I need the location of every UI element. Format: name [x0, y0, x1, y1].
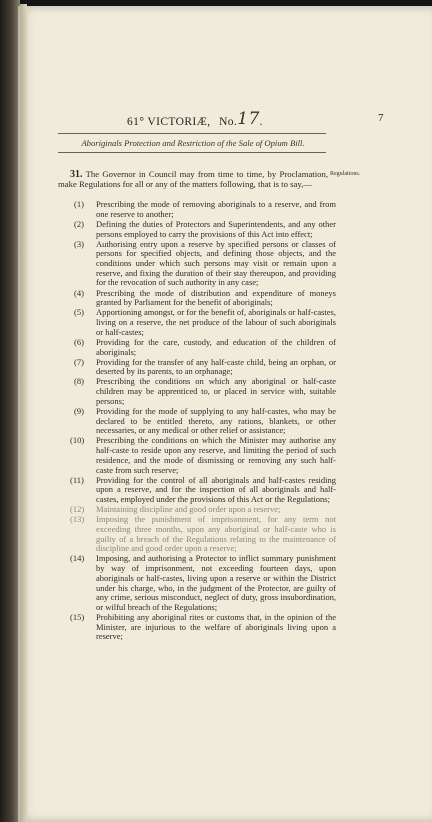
list-item [58, 377, 336, 406]
item-label: (11) [70, 474, 84, 485]
item-text: Defining the duties of Protectors and Superintendents, and any other persons employed to carry the provisions of this Act into effect; [96, 218, 336, 239]
list-item [58, 436, 336, 475]
list-item [58, 515, 336, 554]
section-number: 31. [70, 169, 83, 180]
item-text: Apportioning amongst, or for the benefit of, aboriginals or half-castes, living on a reserve, the net produce of the labour of such aboriginals or half-castes; [96, 307, 336, 337]
item-text: Prescribing the conditions on which any aboriginal or half-caste children may be apprenticed to, or placed in service with, suitable persons; [96, 376, 336, 406]
item-text: Prohibiting any aboriginal rites or customs that, in the opinion of the Minister, are injurious to the welfare of aboriginals living upon a reserve; [96, 612, 336, 642]
item-text: Authorising entry upon a reserve by specified persons or classes of persons for specified objects, and defining those objects, and the conditions under which such persons may visit or remain upon a reserve, and fixing the duration of their stay thereupon, and providing for the revocation of such authority in any case; [96, 238, 336, 288]
page-number: 7 [378, 112, 384, 124]
list-item [58, 338, 336, 357]
item-text: Imposing, and authorising a Protector to inflict summary punishment by way of imprisonment, not exceeding fourteen days, upon aboriginals or half-castes, living upon a reserve or within the District under his charge, who, in the judgment of the Protector, are guilty of any crime, serious misconduct, neglect of duty, gross insubordination, or wilful breach of the Regulations; [96, 553, 336, 612]
item-label: (8) [74, 376, 84, 387]
item-label: (3) [74, 238, 84, 249]
item-text: Providing for the mode of supplying to any half-castes, who may be declared to be entitled thereto, any rations, blankets, or other necessaries, or any medical or other relief or assistance; [96, 405, 336, 436]
item-label: (1) [74, 199, 84, 209]
section-31 [58, 170, 328, 189]
item-text: Providing for the care, custody, and education of the children of aboriginals; [96, 336, 336, 357]
page-edge [20, 4, 27, 822]
book-binding [0, 0, 20, 822]
item-label: (2) [74, 218, 84, 229]
margin-note: Regulations. [330, 171, 361, 177]
item-text: Prescribing the mode of distribution and expenditure of moneys granted by Parliament for the benefit of aboriginals; [96, 287, 336, 308]
list-item [58, 240, 336, 289]
list-item [58, 289, 336, 308]
item-text: Imposing the punishment of imprisonment, for any term not exceeding three months, upon any aboriginal or half-caste who is guilty of a breach of the Regulations relating to the maintenance of discipline and good order upon a reserve; [96, 514, 336, 554]
item-label: (6) [74, 336, 84, 347]
list-item [58, 613, 336, 642]
title-rule [58, 152, 326, 153]
list-item [58, 554, 336, 612]
item-text: Prescribing the conditions on which the Minister may authorise any half-caste to reside upon any reserve, and limiting the period of such residence, and the mode of dismissing or removing any such half-caste from such reserve; [96, 435, 336, 475]
list-item [58, 220, 336, 239]
item-label: (10) [70, 435, 85, 446]
list-item [58, 308, 336, 337]
section-text: The Governor in Council may from time to time, by Proclamation, make Regulations for all or any of the matters following, that is to say,— [58, 169, 328, 189]
regulation-list [58, 200, 336, 643]
header-end: . [259, 116, 263, 128]
list-item [58, 200, 336, 219]
handwritten-act-number: 17 [237, 109, 260, 129]
bill-title: Aboriginals Protection and Restriction of the Sale of Opium Bill. [81, 138, 305, 148]
item-text: Providing for the control of all aboriginals and half-castes residing upon a reserve, and for the inspection of all aboriginals and half-castes, employed under the provisions of this Act or the Regulations; [96, 474, 336, 504]
item-label: (15) [70, 612, 85, 622]
header-rule [58, 133, 326, 134]
act-number-label: No. [219, 116, 238, 128]
list-item [58, 476, 336, 505]
item-label: (5) [74, 307, 84, 318]
item-label: (9) [74, 405, 84, 416]
item-text: Providing for the transfer of any half-caste child, being an orphan, or deserted by its parents, to an orphanage; [96, 356, 336, 377]
item-label: (13) [70, 514, 85, 525]
list-item [58, 407, 336, 436]
page-header [60, 110, 330, 130]
list-item [58, 358, 336, 377]
item-label: (14) [70, 553, 85, 564]
item-label: (4) [74, 287, 84, 298]
item-label: (7) [74, 356, 84, 367]
item-text: Prescribing the mode of removing aboriginals to a reserve, and from one reserve to another; [96, 199, 336, 219]
item-text: Maintaining discipline and good order upon a reserve; [96, 504, 281, 515]
item-label: (12) [70, 504, 85, 515]
regnal-year: 61° VICTORIÆ, [127, 116, 211, 128]
